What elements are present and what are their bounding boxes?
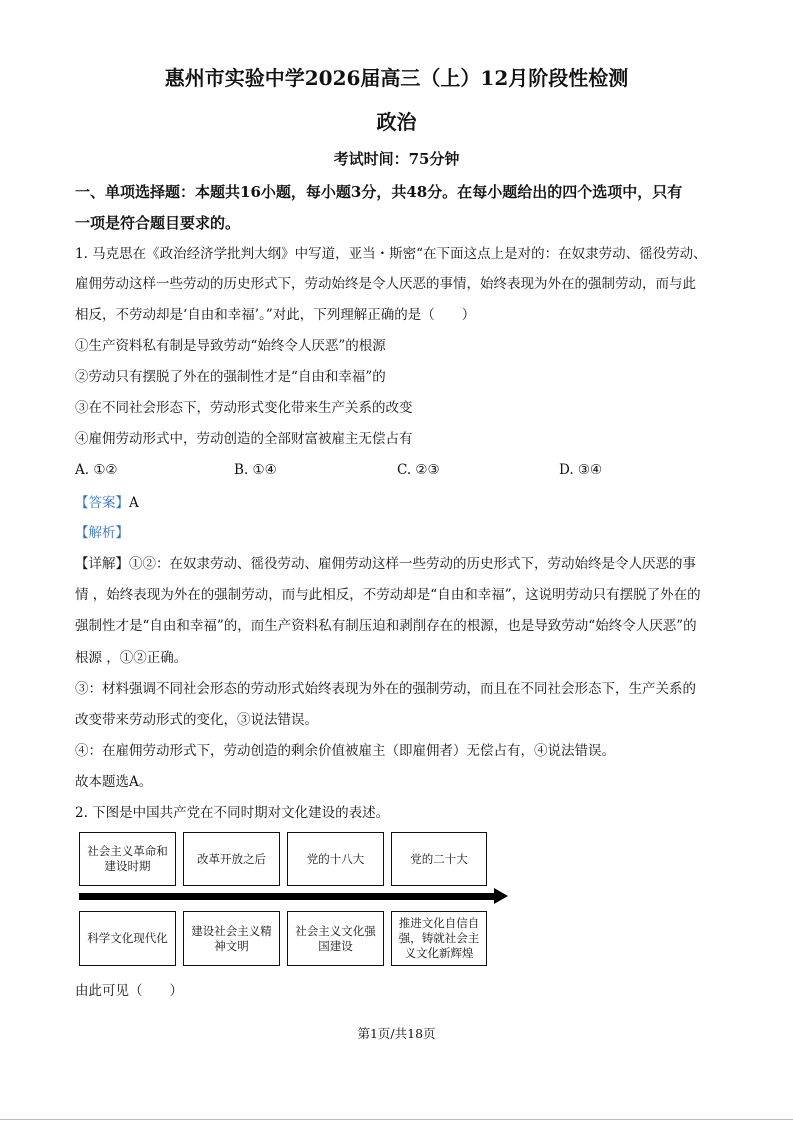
q1-item-2: ②劳动只有摆脱了外在的强制性才是“自由和幸福”的 xyxy=(75,369,386,385)
q1-detail-line3: 强制性才是“自由和幸福”的，而生产资料私有制压迫和剥削存在的根源，也是导致劳动“始终令人厌恶”的 xyxy=(75,618,697,634)
footer-line xyxy=(0,1119,793,1120)
timeline-arrow-head xyxy=(494,888,508,904)
q1-option-d: D. ③④ xyxy=(559,462,603,478)
q1-item-3: ③在不同社会形态下，劳动形式变化带来生产关系的改变 xyxy=(75,400,413,416)
q2-followup: 由此可见（ ） xyxy=(75,983,183,999)
answer-value: A xyxy=(129,495,139,511)
statement-box-4: 推进文化自信自强，铸就社会主义文化新辉煌 xyxy=(391,911,487,966)
q1-option-b: B. ①④ xyxy=(234,462,277,478)
timeline-arrow-shaft xyxy=(79,893,496,900)
q1-detail-line2: 情 ，始终表现为外在的强制劳动，而与此相反，不劳动却是“自由和幸福”，这说明劳动只有摆脱了外在的 xyxy=(75,587,701,603)
statement-box-3: 社会主义文化强国建设 xyxy=(287,911,384,966)
exam-time: 考试时间：75分钟 xyxy=(333,150,460,168)
q1-item-1: ①生产资料私有制是导致劳动“始终令人厌恶”的根源 xyxy=(75,338,386,354)
section-heading-line2: 一项是符合题目要求的。 xyxy=(75,214,241,232)
statement-box-1: 科学文化现代化 xyxy=(79,911,176,966)
q1-conclusion: 故本题选A。 xyxy=(75,774,153,790)
exam-title: 惠州市实验中学2026届高三（上）12月阶段性检测 xyxy=(164,66,629,90)
subject-title: 政治 xyxy=(376,110,417,134)
answer-label: 【答案】 xyxy=(75,495,129,511)
q1-stem-line1: 1. 马克思在《政治经济学批判大纲》中写道，亚当・斯密“在下面这点上是对的：在奴隶劳动、徭役劳动、 xyxy=(75,246,707,262)
q1-option-c: C. ②③ xyxy=(397,462,440,478)
q1-option-a: A. ①② xyxy=(75,462,118,478)
page-number: 第1页/共18页 xyxy=(357,1026,436,1041)
q2-stem: 2. 下图是中国共产党在不同时期对文化建设的表述。 xyxy=(75,805,390,821)
q1-stem-line3: 相反，不劳动却是‘自由和幸福’。”对此，下列理解正确的是（ ） xyxy=(75,307,476,323)
statement-box-2: 建设社会主义精神文明 xyxy=(183,911,280,966)
q1-item-4: ④雇佣劳动形式中，劳动创造的全部财富被雇主无偿占有 xyxy=(75,431,413,447)
q1-answer xyxy=(75,494,139,512)
q1-detail-line4: 根源 ，①②正确。 xyxy=(75,650,188,666)
period-box-3: 党的十八大 xyxy=(287,832,384,886)
q1-detail-line7: ④：在雇佣劳动形式下，劳动创造的剩余价值被雇主（即雇佣者）无偿占有，④说法错误。 xyxy=(75,743,615,759)
period-box-4: 党的二十大 xyxy=(391,832,487,886)
period-box-2: 改革开放之后 xyxy=(183,832,280,886)
q1-detail-line6: 改变带来劳动形式的变化，③说法错误。 xyxy=(75,712,318,728)
period-box-1: 社会主义革命和建设时期 xyxy=(79,832,176,886)
q1-detail-line1: 【详解】①②：在奴隶劳动、徭役劳动、雇佣劳动这样一些劳动的历史形式下，劳动始终是令人厌恶的事 xyxy=(75,556,696,572)
q1-analysis-label: 【解析】 xyxy=(75,525,129,541)
q1-detail-line5: ③：材料强调不同社会形态的劳动形式始终表现为外在的强制劳动，而且在不同社会形态下，生产关系的 xyxy=(75,681,696,697)
section-heading-line1: 一、单项选择题：本题共16小题，每小题3分，共48分。在每小题给出的四个选项中，只有 xyxy=(75,183,683,201)
q1-stem-line2: 雇佣劳动这样一些劳动的历史形式下，劳动始终是令人厌恶的事情，始终表现为外在的强制劳动，而与此 xyxy=(75,276,696,292)
